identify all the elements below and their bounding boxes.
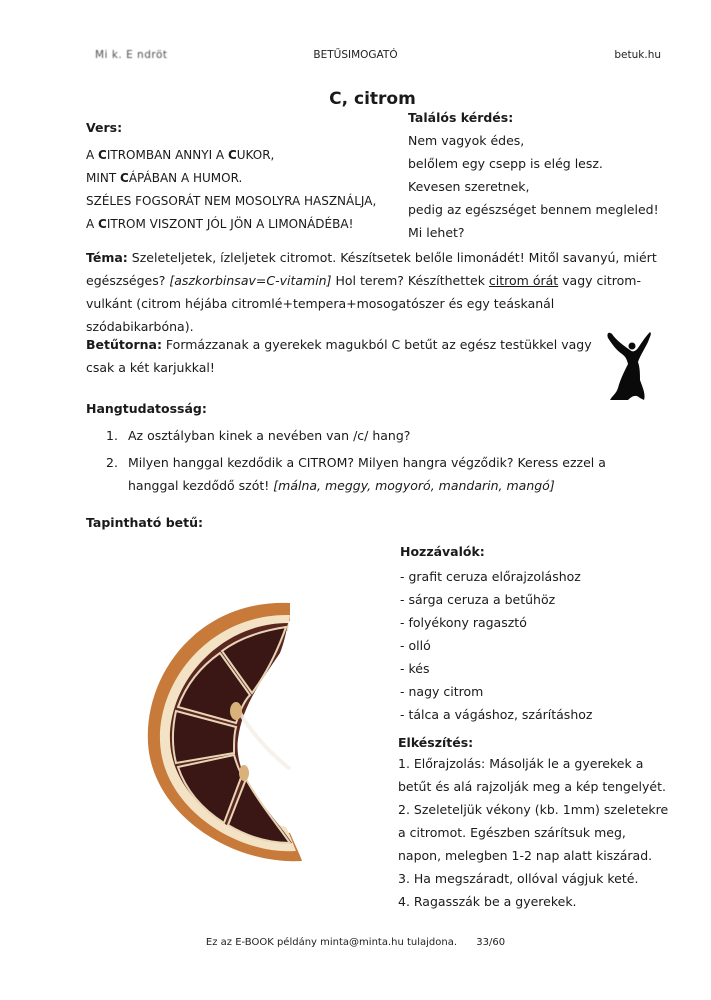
- step-line: 2. Szeleteljük vékony (kb. 1mm) szeletekre: [398, 802, 669, 817]
- preparation-steps: [398, 752, 668, 913]
- dried-lemon-slice-image: [140, 593, 310, 869]
- list-item: - grafit ceruza előrajzoláshoz: [400, 569, 581, 584]
- list-item: - folyékony ragasztó: [400, 615, 527, 630]
- ownership-note: Ez az E-BOOK példány minta@minta.hu tulajdona.: [205, 937, 458, 948]
- riddle-line: Nem vagyok édes,: [408, 133, 525, 148]
- list-item: - nagy citrom: [400, 684, 484, 699]
- vers-line: A CITROMBAN ANNYI A CUKOR,: [86, 148, 275, 162]
- hangtudatossag-heading: Hangtudatosság:: [86, 401, 207, 416]
- vers-line: A CITROM VISZONT JÓL JÖN A LIMONÁDÉBA!: [86, 217, 354, 231]
- riddle-block: [408, 129, 659, 244]
- ingredients-list: [400, 565, 592, 726]
- tema-label: Téma:: [86, 250, 128, 265]
- riddle-line: Mi lehet?: [408, 225, 465, 240]
- riddle-line: pedig az egészséget bennem megleled!: [408, 202, 659, 217]
- list-item: - tálca a vágáshoz, szárításhoz: [400, 707, 593, 722]
- book-title: BETŰSIMOGATÓ: [313, 49, 398, 61]
- vers-line: SZÉLES FOGSORÁT NEM MOSOLYRA HASZNÁLJA,: [86, 194, 377, 208]
- preparation-heading: Elkészítés:: [398, 735, 474, 750]
- page-title: C, citrom: [329, 89, 416, 109]
- step-line: a citromot. Egészben szárítsuk meg,: [398, 825, 626, 840]
- page-number: 33/60: [476, 937, 506, 948]
- footer: [0, 937, 711, 948]
- citrom-ora-link: citrom órát: [488, 273, 559, 288]
- step-line: 3. Ha megszáradt, ollóval vágjuk keté.: [398, 871, 639, 886]
- riddle-heading: Találós kérdés:: [408, 110, 514, 125]
- riddle-line: Kevesen szeretnek,: [408, 179, 530, 194]
- hangtudatossag-list: [86, 424, 656, 497]
- vers-heading: Vers:: [86, 120, 123, 135]
- riddle-line: belőlem egy csepp is elég lesz.: [408, 156, 603, 171]
- list-item: 2. Milyen hanggal kezdődik a CITROM? Milyen hangra végződik? Keress ezzel a hanggal kezdődő szót! [málna, meggy, mogyoró, mandarin, mangó]: [106, 455, 606, 493]
- list-item: 1. Az osztályban kinek a nevében van /c/ hang?: [106, 428, 411, 443]
- tema-paragraph: Téma: Szeleteljetek, ízleljetek citromot. Készítsetek belőle limonádét! Mitől savanyú, miért egészséges? [aszkorbinsav=C-vitamin] Hol terem? Készíthettek citrom órát vagy citrom-vulkánt (citrom héjába citromlé+tempera+mosogatószer és egy teáskanál szódabikarbóna).: [86, 250, 657, 334]
- step-line: napon, melegben 1-2 nap alatt kiszárad.: [398, 848, 653, 863]
- vers-block: [86, 144, 376, 236]
- step-line: betűt és alá rajzolják meg a kép tengelyét.: [398, 779, 666, 794]
- ingredients-heading: Hozzávalók:: [400, 544, 485, 559]
- site-name: betuk.hu: [614, 49, 661, 61]
- author-name: Mi k. E ndröt: [95, 49, 168, 61]
- betutorna-label: Betűtorna:: [86, 337, 162, 352]
- list-item: - sárga ceruza a betűhöz: [400, 592, 556, 607]
- tapinthato-heading: Tapintható betű:: [86, 515, 204, 530]
- vers-line: MINT CÁPÁBAN A HUMOR.: [86, 171, 243, 185]
- step-line: 1. Előrajzolás: Másolják le a gyerekek a: [398, 756, 644, 771]
- betutorna-paragraph: Betűtorna: Formázzanak a gyerekek magukból C betűt az egész testükkel vagy csak a két karjukkal!: [86, 337, 592, 375]
- list-item: - olló: [400, 638, 431, 653]
- list-item: - kés: [400, 661, 430, 676]
- step-line: 4. Ragasszák be a gyerekek.: [398, 894, 577, 909]
- dancer-silhouette-image: [602, 330, 654, 402]
